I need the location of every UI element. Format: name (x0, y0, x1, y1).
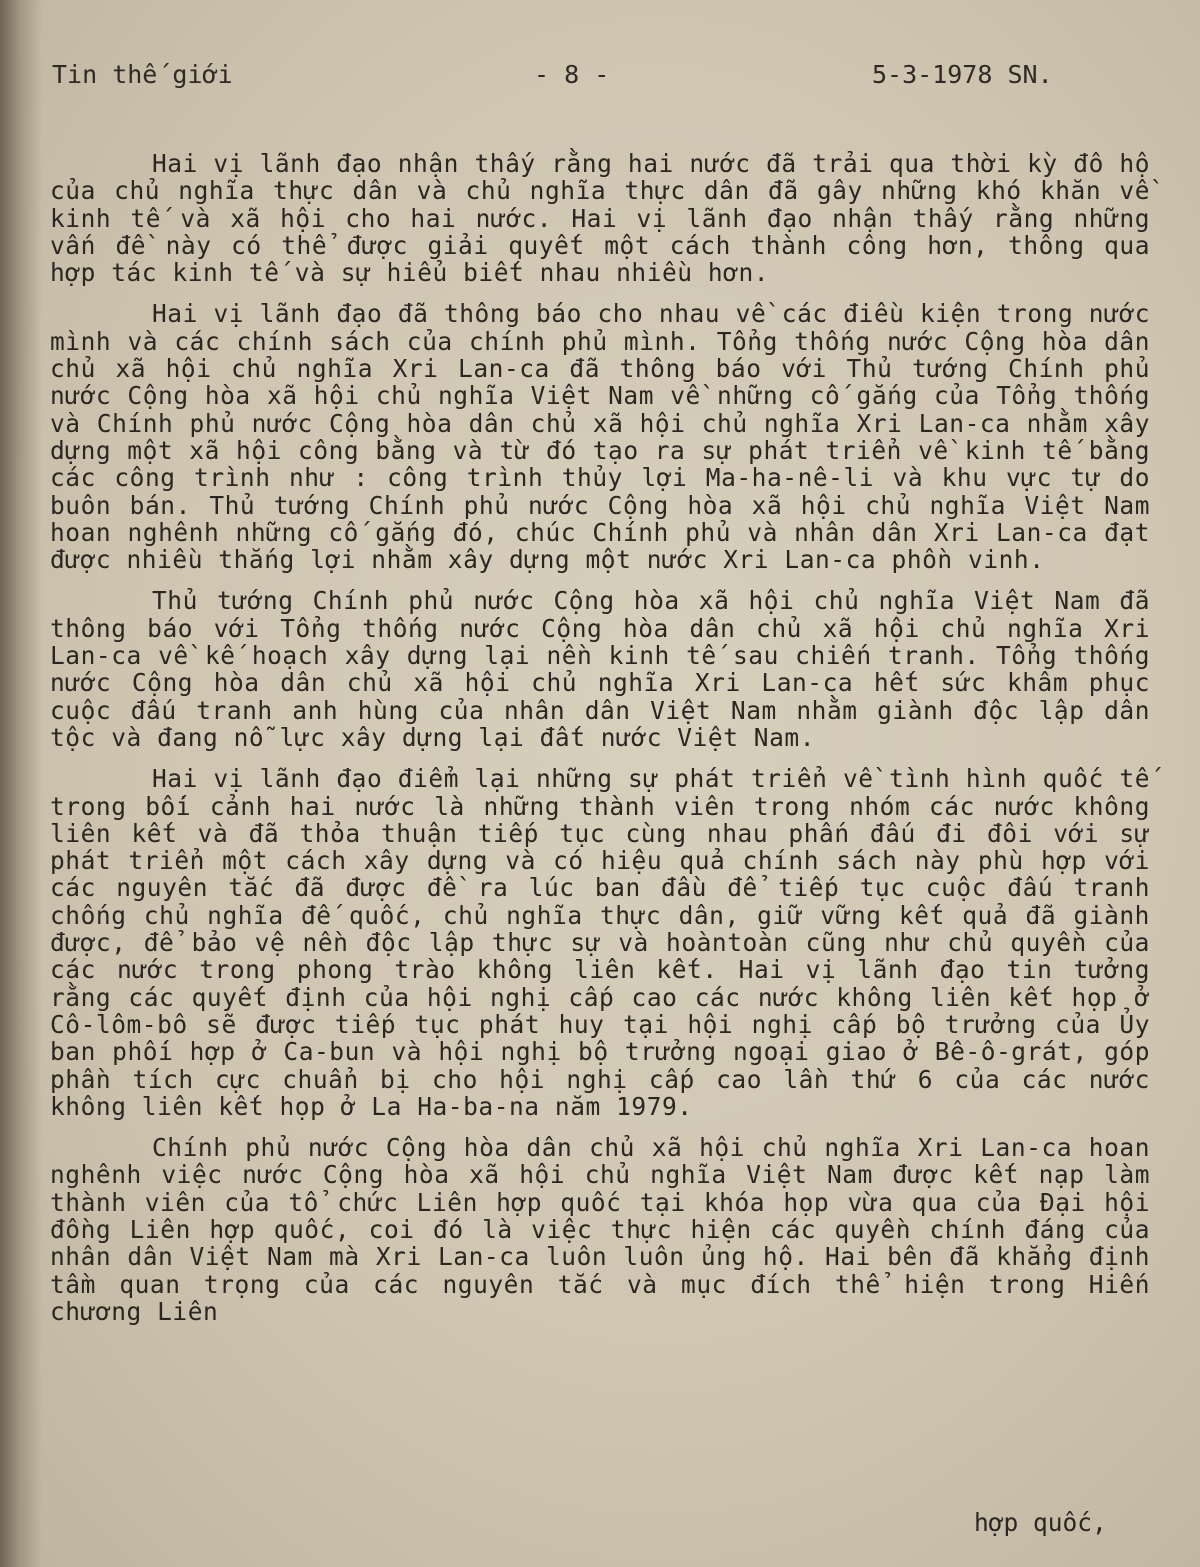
page-number: - 8 - (534, 60, 610, 89)
paragraph-3: Thủ tướng Chính phủ nước Cộng hòa xã hội chủ nghĩa Việt Nam đã thông báo với Tổng thống nước Cộng hòa dân chủ xã hội chủ nghĩa Xri Lan-ca về kế hoạch xây dựng lại nền kinh tế sau chiến tranh. Tổng thống nước Cộng hòa dân chủ xã hội chủ nghĩa Xri Lan-ca hết sức khâm phục cuộc đấu tranh anh hùng của nhân dân Việt Nam nhằm giành độc lập dân tộc và đang nỗ lực xây dựng lại đất nước Việt Nam. (50, 586, 1150, 752)
page-header (52, 60, 1112, 96)
closing-line: hợp quốc, (974, 1508, 1107, 1537)
binding-shadow (0, 0, 42, 1567)
header-source: Tin thế giới (52, 60, 233, 89)
header-date: 5-3-1978 SN. (872, 60, 1053, 89)
paragraph-4: Hai vị lãnh đạo điểm lại những sự phát triển về tình hình quốc tế trong bối cảnh hai nước là những thành viên trong nhóm các nước không liên kết và đã thỏa thuận tiếp tục cùng nhau phấn đấu đi đôi với sự phát triển một cách xây dựng và có hiệu quả chính sách này phù hợp với các nguyên tắc đã được đề ra lúc ban đầu để tiếp tục cuộc đấu tranh chống chủ nghĩa đế quốc, chủ nghĩa thực dân, giữ vững kết quả đã giành được, để bảo vệ nền độc lập thực sự và hoàntoàn cũng như chủ quyền của các nước trong phong trào không liên kết. Hai vị lãnh đạo tin tưởng rằng các quyết định của hội nghị cấp cao các nước không liên kết họp ở Cô-lôm-bô sẽ được tiếp tục phát huy tại hội nghị cấp bộ trưởng của Ủy ban phối hợp ở Ca-bun và hội nghị bộ trưởng ngoại giao ở Bê-ô-grát, góp phần tích cực chuẩn bị cho hội nghị cấp cao lần thứ 6 của các nước không liên kết họp ở La Ha-ba-na năm 1979. (50, 764, 1150, 1121)
paragraph-1: Hai vị lãnh đạo nhận thấy rằng hai nước đã trải qua thời kỳ đô hộ của chủ nghĩa thực dân và chủ nghĩa thực dân đã gây những khó khăn về kinh tế và xã hội cho hai nước. Hai vị lãnh đạo nhận thấy rằng những vấn đề này có thể được giải quyết một cách thành công hơn, thông qua hợp tác kinh tế và sự hiểu biết nhau nhiều hơn. (50, 149, 1150, 288)
paragraph-2: Hai vị lãnh đạo đã thông báo cho nhau về các điều kiện trong nước mình và các chính sách của chính phủ mình. Tổng thống nước Cộng hòa dân chủ xã hội chủ nghĩa Xri Lan-ca đã thông báo với Thủ tướng Chính phủ nước Cộng hòa xã hội chủ nghĩa Việt Nam về những cố gắng của Tổng thống và Chính phủ nước Cộng hòa dân chủ xã hội chủ nghĩa Xri Lan-ca nhằm xây dựng một xã hội công bằng và từ đó tạo ra sự phát triển về kinh tế bằng các công trình như : công trình thủy lợi Ma-ha-nê-li và khu vực tự do buôn bán. Thủ tướng Chính phủ nước Cộng hòa xã hội chủ nghĩa Việt Nam hoan nghênh những cố gắng đó, chúc Chính phủ và nhân dân Xri Lan-ca đạt được nhiều thắng lợi nhằm xây dựng một nước Xri Lan-ca phồn vinh. (50, 299, 1150, 575)
paragraph-5: Chính phủ nước Cộng hòa dân chủ xã hội chủ nghĩa Xri Lan-ca hoan nghênh việc nước Cộng hòa xã hội chủ nghĩa Việt Nam được kết nạp làm thành viên của tổ chức Liên hợp quốc tại khóa họp vừa qua của Đại hội đồng Liên hợp quốc, coi đó là việc thực hiện các quyền chính đáng của nhân dân Việt Nam mà Xri Lan-ca luôn luôn ủng hộ. Hai bên đã khẳng định tầm quan trọng của các nguyên tắc và mục đích thể hiện trong Hiến chương Liên (50, 1133, 1150, 1326)
document-body (50, 150, 1150, 1339)
